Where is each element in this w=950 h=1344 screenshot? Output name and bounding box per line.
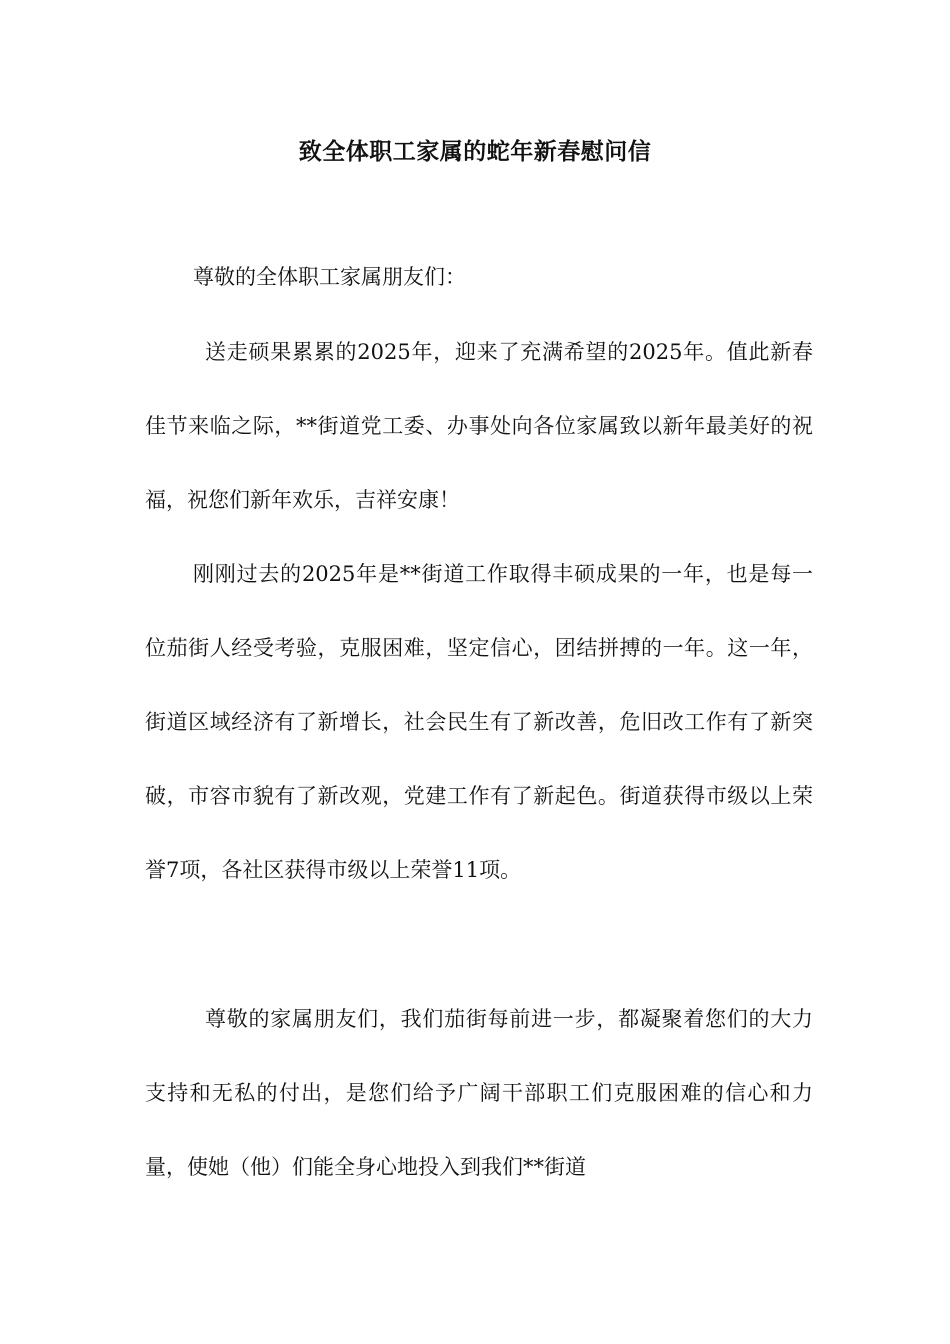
paragraph-1: 送走硕果累累的2025年，迎来了充满希望的2025年。值此新春佳节来临之际，**街道党工委、办事处向各位家属致以新年最美好的祝福，祝您们新年欢乐，吉祥安康！ — [145, 340, 813, 512]
paragraph-3: 尊敬的家属朋友们，我们茄街每前进一步，都凝聚着您们的大力支持和无私的付出，是您们给予广阔干部职工们克服困难的信心和力量，使她（他）们能全身心地投入到我们**街道 — [145, 1007, 813, 1179]
document-title: 致全体职工家属的蛇年新春慰问信 — [298, 138, 652, 165]
paragraph-2: 刚刚过去的2025年是**街道工作取得丰硕成果的一年，也是每一位茄街人经受考验，克服困难，坚定信心，团结拼搏的一年。这一年，街道区域经济有了新增长，社会民生有了新改善，危旧改工作有了新突破，市容市貌有了新改观，党建工作有了新起色。街道获得市级以上荣誉7项，各社区获得市级以上荣誉11项。 — [145, 562, 813, 882]
salutation: 尊敬的全体职工家属朋友们： — [193, 265, 466, 289]
